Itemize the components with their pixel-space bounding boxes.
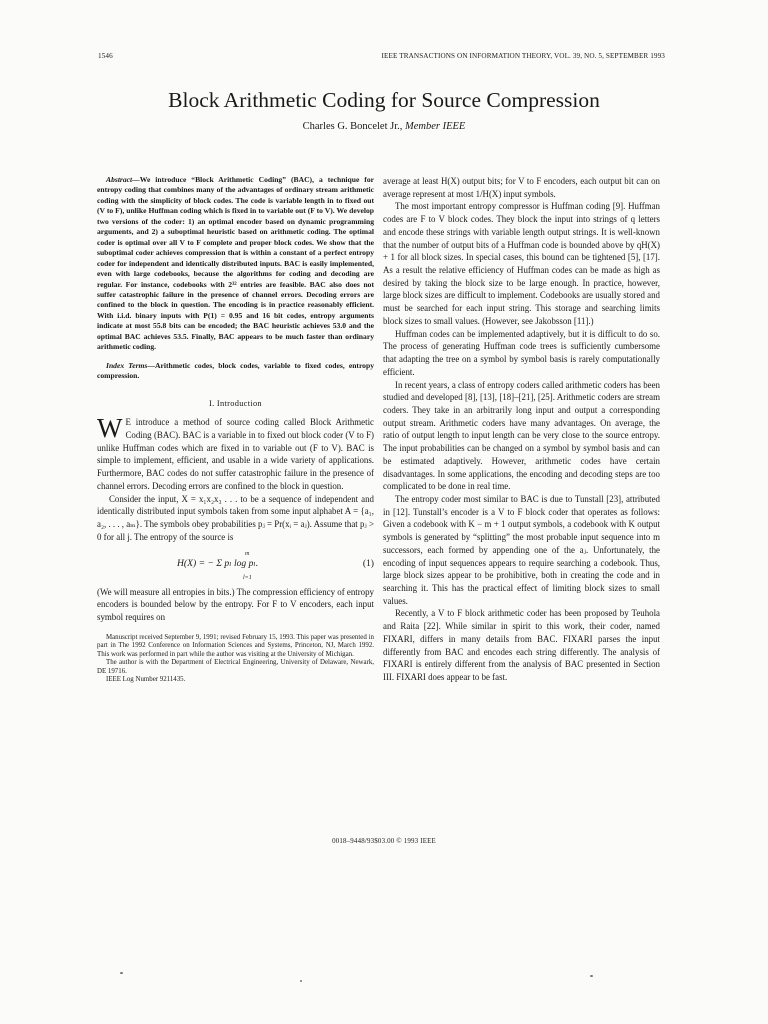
abstract-label: Abstract— <box>106 175 140 184</box>
footnote-log-number: IEEE Log Number 9211435. <box>106 676 186 684</box>
index-terms-text: Arithmetic codes, block codes, variable to fixed codes, entropy compression. <box>97 360 374 381</box>
dropcap-letter: W <box>97 413 123 444</box>
body-paragraph: Recently, a V to F block arithmetic coder has been proposed by Teuhola and Raita [22]. While similar in spirit to this work, their coder, named FIXARI, differs in many details from BAC. FIXARI parses the input differently from BAC and encodes each string differently. The analysis of FIXARI is entirely different from the analysis of BAC presented in Section III. FIXARI does appear to be fast. <box>383 608 660 683</box>
equation-sum-upper: m <box>245 550 250 557</box>
abstract <box>97 175 374 353</box>
body-paragraph: (We will measure all entropies in bits.) The compression efficiency of entropy encoders is bounded below by the entropy. For F to V encoders, each input symbol requires on <box>97 586 374 622</box>
index-terms <box>97 361 374 382</box>
entropy-equation <box>97 548 374 584</box>
copyright-footer: 0018–9448/93$03.00 © 1993 IEEE <box>332 838 436 845</box>
footnote-manuscript: Manuscript received September 9, 1991; revised February 15, 1993. This paper was presented in part in The 1992 Conference on Information Sciences and Systems, Princeton, NJ, March 1992. This work was performed in part while the author was visiting at the University of Michigan. <box>97 633 374 658</box>
index-terms-label: Index Terms— <box>106 360 155 370</box>
footnote-affiliation: The author is with the Department of Electrical Engineering, University of Delaware, Newark, DE 19716. <box>97 659 374 675</box>
paper-title: Block Arithmetic Coding for Source Compression <box>168 88 600 112</box>
intro-text: E introduce a method of source coding called Block Arithmetic Coding (BAC). BAC is a variable in to fixed out block coder (V to F) unlike Huffman codes which are fixed in to variable out (F to V). BAC is simple to implement, efficient, and usable in a wide variety of applications. Furthermore, BAC codes do not suffer catastrophic failure in the presence of channel errors. Decoding errors are confined to the block in question. <box>97 417 374 491</box>
left-column <box>97 175 374 685</box>
body-paragraph: In recent years, a class of entropy coders called arithmetic coders has been studied and developed [8], [13], [18]–[21], [25]. Arithmetic coders are stream coders. They take in an arbitrarily long input and output a corresponding output stream. Arithmetic coders have many advantages. On average, the ratio of output length to input length can be very close to the source entropy. The input probabilities can be changed on a symbol by symbol basis and can be estimated adaptively. However, arithmetic codes have certain disadvantages. In some applications, the encoding and decoding steps are too complicated to be done in real time. <box>383 379 660 492</box>
footnotes <box>97 634 374 685</box>
author-name: Charles G. Boncelet Jr., <box>302 121 403 132</box>
section-heading: I. Introduction <box>209 398 262 408</box>
scan-speck <box>590 975 593 977</box>
equation-sum-lower: l=1 <box>243 574 252 581</box>
running-header: IEEE TRANSACTIONS ON INFORMATION THEORY, VOL. 39, NO. 5, SEPTEMBER 1993 <box>381 52 665 60</box>
right-column <box>383 175 660 684</box>
equation-text: H(X) = − Σ pₗ log pₗ. <box>177 557 259 569</box>
author-membership: Member IEEE <box>405 121 466 132</box>
page-number: 1546 <box>98 52 113 60</box>
body-paragraph: The entropy coder most similar to BAC is due to Tunstall [23], attributed in [12]. Tunstall’s encoder is a V to F block coder that operates as follows: Given a codebook with K − m + 1 output symbols, a codebook with K output symbols is generated by “splitting” the most probable input sequence into m successors, each formed by appending one of the aⱼ. Unfortunately, the encoding of input sequences appears to require searching a codebook. Thus, large block sizes appear to be prohibitive, both in creating the code and in searching it. This has the practical effect of limiting block sizes to small values. <box>383 493 660 606</box>
body-paragraph: The most important entropy compressor is Huffman coding [9]. Huffman codes are F to V block codes. They block the input into strings of q letters and encode these strings with variable length output strings. It is well-known that the number of output bits of a Huffman code is bounded above by qH(X) + 1 for all block sizes. In special cases, this bound can be tightened [5], [17]. As a result the relative efficiency of Huffman codes can be made as high as desired by taking the block size to be large enough. In practice, however, large block sizes are difficult to implement. Codebooks are usually stored and must be searched for each input string. This storage and searching limits block sizes to small values. (However, see Jakobsson [11].) <box>383 201 660 326</box>
abstract-text: We introduce “Block Arithmetic Coding” (BAC), a technique for entropy coding that combines many of the advantages of ordinary stream arithmetic coding with the simplicity of block codes. The code is variable length in to fixed out (V to F), unlike Huffman coding which is fixed in to variable out (F to V). We develop two versions of the coder: 1) an optimal encoder based on dynamic programming arguments, and 2) a suboptimal heuristic based on arithmetic coding. The optimal coder is optimal over all V to F complete and proper block codes. We show that the suboptimal coder achieves compression that is within a constant of a perfect entropy coder for independent and identically distributed inputs. BAC is easily implemented, even with large codebooks, because the algorithms for coding and decoding are regular. For instance, codebooks with 2³² entries are feasible. BAC also does not suffer catastrophic failure in the presence of channel errors. Decoding errors are confined to the block in question. The encoding is in practice reasonably efficient. With i.i.d. binary inputs with P(1) = 0.95 and 16 bit codes, entropy arguments indicate at most 55.8 bits can be encoded; the BAC heuristic achieves 53.0 and the optimal BAC achieves 53.5. Finally, BAC appears to be much faster than ordinary arithmetic coding. <box>97 175 374 352</box>
author-line <box>0 121 768 132</box>
equation-number: (1) <box>362 557 374 569</box>
body-paragraph: average at least H(X) output bits; for V to F encoders, each output bit can on average represent at most 1/H(X) input symbols. <box>383 176 660 199</box>
scan-speck <box>300 980 302 982</box>
body-paragraph: Consider the input, X = x₁x₂x₃ . . . to be a sequence of independent and identically distributed input symbols taken from some input alphabet A = {a₁, a₂, . . . , aₘ}. The symbols obey probabilities pⱼ = Pr(xᵢ = aⱼ). Assume that pⱼ > 0 for all j. The entropy of the source is <box>97 493 374 542</box>
intro-paragraph <box>97 413 374 492</box>
body-paragraph: Huffman codes can be implemented adaptively, but it is difficult to do so. The process of generating Huffman code trees is sufficiently cumbersome that adapting the tree on a symbol by symbol basis is rarely computationally efficient. <box>383 328 660 377</box>
scan-speck <box>120 972 123 974</box>
